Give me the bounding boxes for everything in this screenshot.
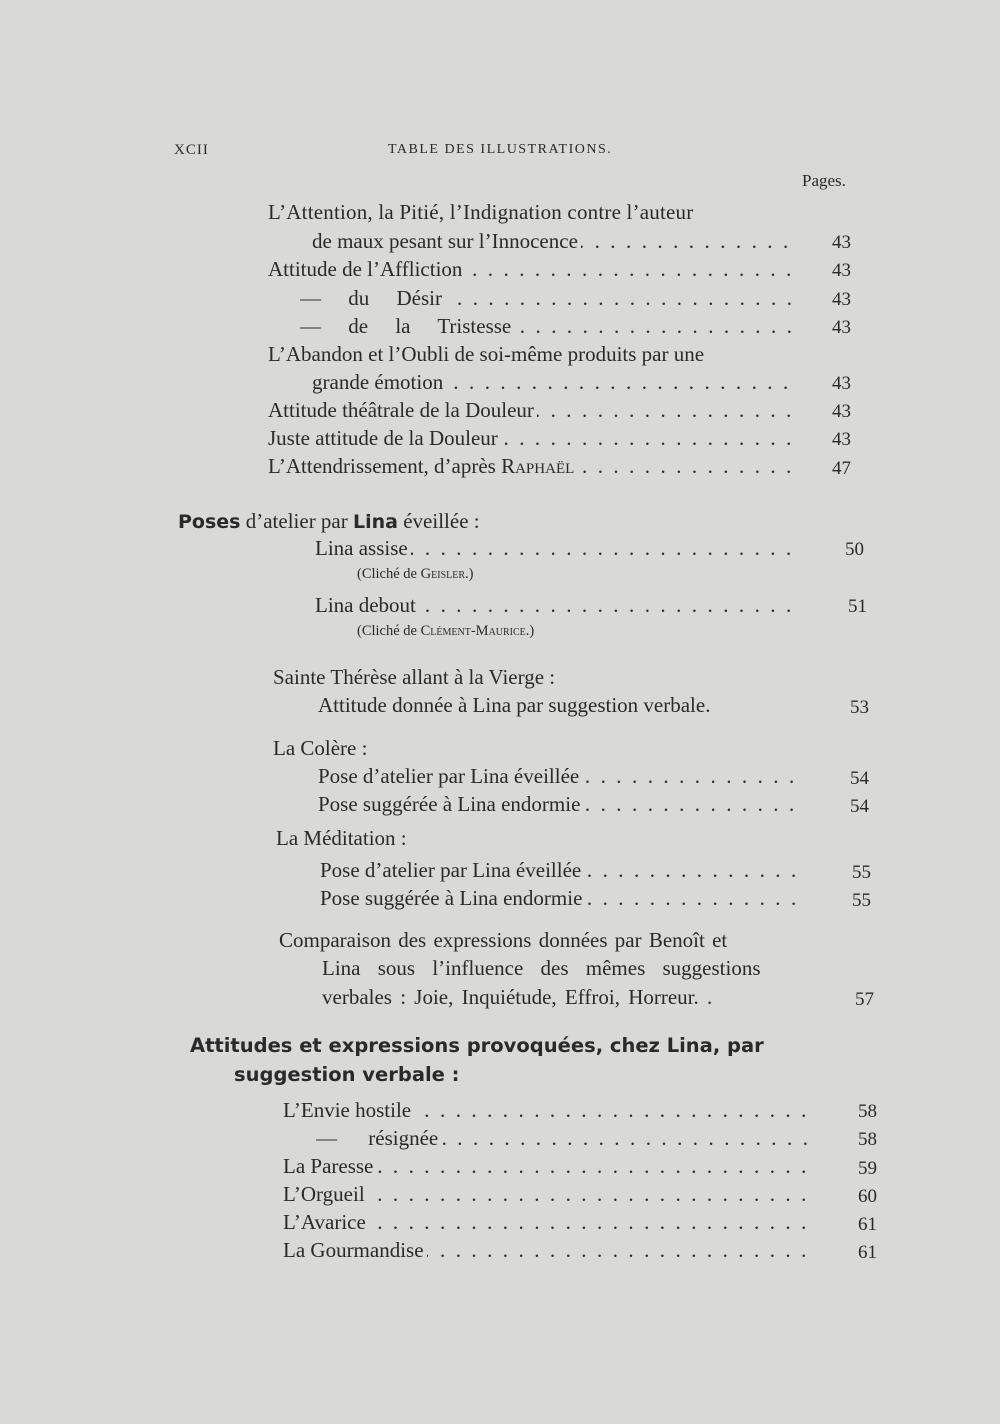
entry-therese-line: Attitude donnée à Lina par suggestion verbale.	[318, 693, 711, 717]
entry-colere-pose-eveillee: Pose d’atelier par Lina éveillée . . .	[318, 762, 806, 790]
entry-attention-line1: L’Attention, la Pitié, l’Indignation contre l’auteur	[268, 200, 694, 224]
entry-gourmandise: La Gourmandise . . .	[283, 1236, 809, 1264]
page-ref: 43	[832, 289, 851, 310]
entry-abandon-line2: grande émotion . . .	[312, 368, 796, 396]
page-ref: 43	[832, 260, 851, 281]
entry-juste-douleur: Juste attitude de la Douleur . . .	[268, 424, 796, 452]
entry-therese-heading: Sainte Thérèse allant à la Vierge :	[273, 665, 556, 689]
entry-lina-assise: Lina assise . . .	[315, 534, 796, 562]
entry-lina-debout: Lina debout . . .	[315, 591, 796, 619]
pages-column-label: Pages.	[802, 171, 846, 190]
page-ref: 59	[858, 1158, 877, 1179]
entry-colere-pose-endormie: Pose suggérée à Lina endormie . . .	[318, 790, 806, 818]
running-title: TABLE DES ILLUSTRATIONS.	[388, 142, 613, 157]
page-number-roman: XCII	[174, 142, 209, 158]
entry-envie-hostile: L’Envie hostile . . .	[283, 1096, 809, 1124]
page-ref: 58	[858, 1101, 877, 1122]
entry-attendrissement: L’Attendrissement, d’après Raphaël . . .	[268, 452, 796, 480]
entry-desir: — du Désir . . .	[300, 284, 796, 312]
entry-douleur-theatrale: Attitude théâtrale de la Douleur . . .	[268, 396, 796, 424]
photo-credit: (Cliché de Geisler.)	[357, 566, 474, 582]
section-heading-attitudes-line1: Attitudes et expressions provoquées, chez Lina, par	[190, 1034, 764, 1057]
page-ref: 43	[832, 429, 851, 450]
entry-meditation-heading: La Méditation :	[276, 826, 407, 850]
page-ref: 43	[832, 232, 851, 253]
entry-avarice: L’Avarice . . .	[283, 1208, 809, 1236]
section-heading-attitudes-line2: suggestion verbale :	[234, 1063, 460, 1086]
entry-meditation-pose-endormie: Pose suggérée à Lina endormie . . .	[320, 884, 806, 912]
page-ref: 47	[832, 458, 851, 479]
page-ref: 61	[858, 1214, 877, 1235]
section-heading-poses: Poses d’atelier par Lina éveillée :	[178, 509, 480, 533]
page-ref: 43	[832, 317, 851, 338]
entry-abandon-line1: L’Abandon et l’Oubli de soi-même produits par une	[268, 342, 705, 366]
page-ref: 50	[845, 539, 864, 560]
page-ref: 54	[850, 768, 869, 789]
entry-paresse: La Paresse . . .	[283, 1152, 809, 1180]
entry-comparaison-line3: verbales : Joie, Inquiétude, Effroi, Horreur. .	[322, 985, 713, 1009]
page-ref: 55	[852, 862, 871, 883]
entry-meditation-pose-eveillee: Pose d’atelier par Lina éveillée . . .	[320, 856, 806, 884]
page-ref: 58	[858, 1129, 877, 1150]
page-ref: 54	[850, 796, 869, 817]
page-ref: 53	[850, 697, 869, 718]
photo-credit: (Cliché de Clément-Maurice.)	[357, 623, 535, 639]
page-ref: 51	[848, 596, 867, 617]
entry-comparaison-line2: Lina sous l’influence des mêmes suggestions	[322, 956, 761, 980]
page-ref: 57	[855, 989, 874, 1010]
entry-colere-heading: La Colère :	[273, 736, 368, 760]
entry-envie-resignee: — résignée . . .	[316, 1124, 809, 1152]
entry-attention-line2: de maux pesant sur l’Innocence . . .	[312, 227, 796, 255]
page-ref: 43	[832, 373, 851, 394]
page-ref: 55	[852, 890, 871, 911]
entry-tristesse: — de la Tristesse . . .	[300, 312, 796, 340]
entry-comparaison-line1: Comparaison des expressions données par Benoît et	[279, 928, 728, 952]
page-ref: 43	[832, 401, 851, 422]
entry-affliction: Attitude de l’Affliction . . .	[268, 255, 796, 283]
page-ref: 61	[858, 1242, 877, 1263]
entry-orgueil: L’Orgueil . . .	[283, 1180, 809, 1208]
page-ref: 60	[858, 1186, 877, 1207]
